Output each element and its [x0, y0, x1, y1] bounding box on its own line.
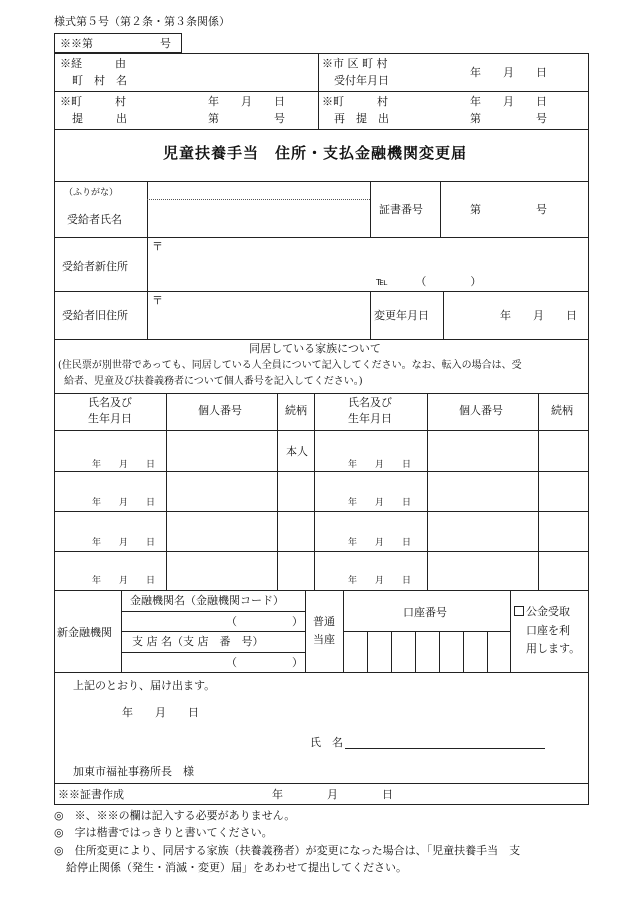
signer-name-label: 氏 名 [310, 736, 343, 749]
new-address-field[interactable] [165, 242, 585, 288]
received-date: 年 月 日 [470, 66, 547, 79]
row3-right-date: 年 月 日 [348, 538, 412, 548]
town-label: ※町 村 [60, 95, 126, 108]
reg-no-suffix: 号 [160, 37, 171, 50]
resubmit-number: 第 号 [470, 112, 547, 125]
col-id-left: 個人番号 [198, 404, 242, 417]
declaration-text: 上記のとおり、届け出ます。 [73, 679, 216, 692]
certificate-number: 第 号 [470, 203, 547, 216]
row3-left-date: 年 月 日 [92, 538, 156, 548]
col-name-left-1: 氏名及び [88, 396, 132, 409]
form-number: 様式第５号（第２条・第３条関係） [54, 15, 230, 28]
row2-left-date: 年 月 日 [92, 498, 156, 508]
change-date-label: 変更年月日 [374, 309, 429, 322]
family-heading: 同居している家族について [249, 342, 381, 355]
row1-left-date: 年 月 日 [92, 460, 156, 470]
account-number-label: 口座番号 [403, 606, 447, 619]
bank-label: 新金融機関 [57, 626, 112, 639]
self-relation: 本人 [286, 445, 308, 458]
via-town-label: 町 村 名 [72, 74, 127, 87]
branch-label: 支 店 名（支 店 番 号） [132, 635, 264, 648]
submit-date: 年 月 日 [208, 95, 285, 108]
bank-code-paren: （ ） [226, 615, 303, 628]
submit-label: 提 出 [72, 112, 127, 125]
resubmit-date: 年 月 日 [470, 95, 547, 108]
recipient-name-label: 受給者氏名 [67, 213, 122, 226]
row4-left-date: 年 月 日 [92, 576, 156, 586]
form-title: 児童扶養手当 住所・支払金融機関変更届 [162, 144, 467, 162]
family-note-2: 給者、児童及び扶養義務者について個人番号を記入してください。) [64, 376, 363, 387]
col-id-right: 個人番号 [459, 404, 503, 417]
signer-name-line[interactable] [345, 748, 545, 749]
note-1: ◎ ※、※※の欄は記入する必要がありません。 [54, 809, 296, 822]
account-type-current[interactable]: 当座 [313, 633, 335, 646]
col-name-right-1: 氏名及び [348, 396, 392, 409]
col-name-right-2: 生年月日 [348, 412, 392, 425]
received-date-label: 受付年月日 [334, 74, 389, 87]
new-address-tel: ℡ （ ） [376, 275, 482, 288]
cert-made-label: ※※証書作成 [58, 788, 124, 801]
col-name-left-2: 生年月日 [88, 412, 132, 425]
row4-right-date: 年 月 日 [348, 576, 412, 586]
account-type-ordinary[interactable]: 普通 [313, 615, 335, 628]
cert-made-date: 年 月 日 [272, 788, 393, 801]
col-rel-right: 続柄 [551, 404, 573, 417]
family-note-1: (住民票が別世帯であっても、同居している人全員について記入してください。なお、転入の場合は、受 [58, 360, 522, 371]
row1-right-date: 年 月 日 [348, 460, 412, 470]
change-date: 年 月 日 [500, 309, 577, 322]
public-account-line2: 口座を利 [526, 624, 570, 637]
public-account-line3: 用します。 [526, 642, 581, 655]
received-label: ※市 区 町 村 [322, 57, 388, 70]
public-account-checkbox[interactable] [514, 606, 524, 616]
bank-name-label: 金融機関名（金融機関コード） [130, 594, 284, 607]
furigana-label: （ふりがな） [64, 188, 119, 198]
reg-no-label: ※※第 [60, 37, 93, 50]
addressee: 加東市福祉事務所長 様 [73, 765, 194, 778]
row2-right-date: 年 月 日 [348, 498, 412, 508]
note-3: ◎ 住所変更により、同居する家族（扶養義務者）が変更になった場合は、「児童扶養手当 支 [54, 844, 521, 857]
col-rel-left: 続柄 [285, 404, 307, 417]
old-address-field[interactable] [165, 296, 365, 336]
new-postal-mark: 〒 [152, 240, 163, 253]
branch-code-paren: （ ） [226, 656, 303, 669]
recipient-name-field[interactable] [150, 202, 365, 232]
resubmit-label: 再 提 出 [334, 112, 389, 125]
declaration-date: 年 月 日 [122, 706, 199, 719]
public-account-line1[interactable]: 公金受取 [514, 606, 570, 617]
via-label: ※経 由 [60, 57, 126, 70]
note-4: 給停止関係（発生・消滅・変更）届」をあわせて提出してください。 [66, 861, 407, 874]
submit-number: 第 号 [208, 112, 285, 125]
note-2: ◎ 字は楷書ではっきりと書いてください。 [54, 826, 273, 839]
old-postal-mark: 〒 [152, 294, 163, 307]
town-label-2: ※町 村 [322, 95, 388, 108]
certificate-number-label: 証書番号 [379, 203, 423, 216]
old-address-label: 受給者旧住所 [62, 309, 128, 322]
new-address-label: 受給者新住所 [62, 260, 128, 273]
